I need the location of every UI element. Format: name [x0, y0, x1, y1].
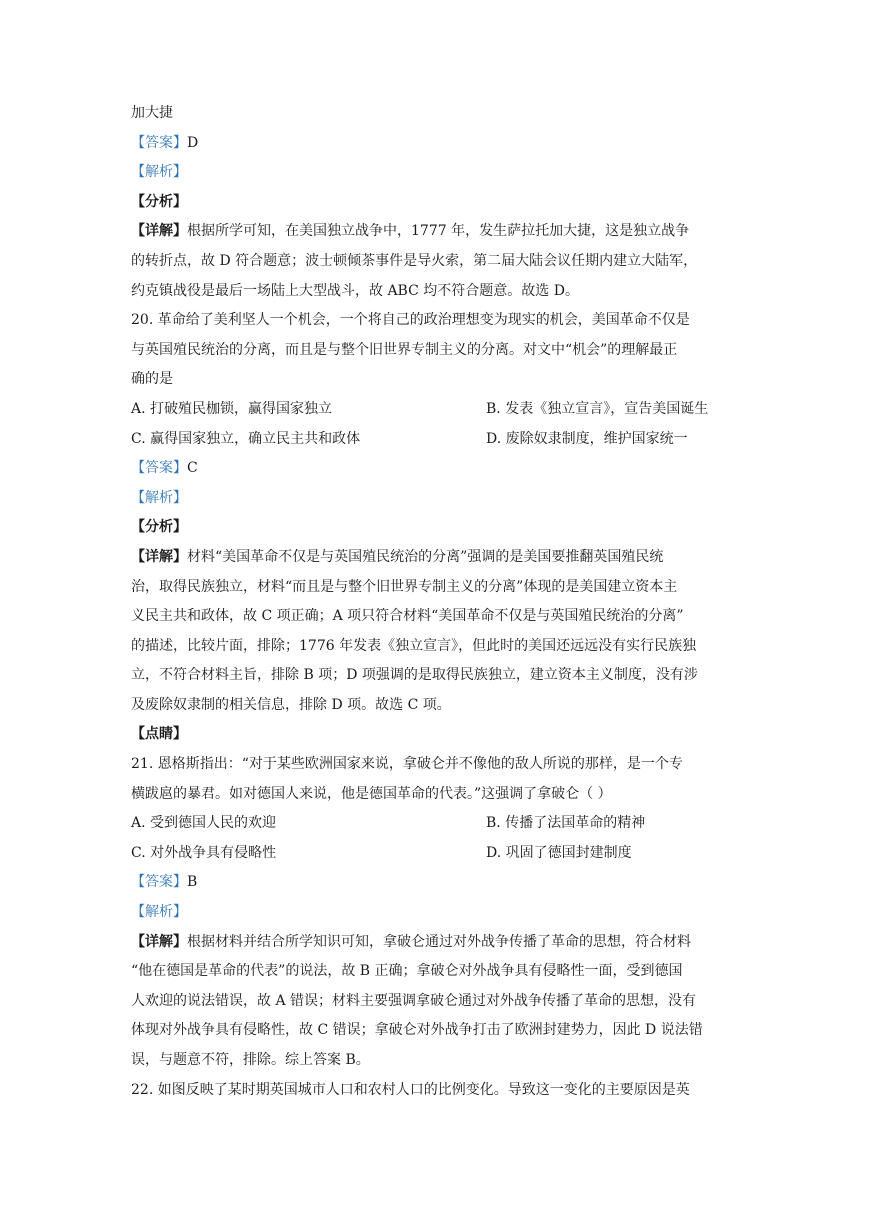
page-content [131, 99, 743, 1105]
q21-option-b: B. 传播了法国革命的精神 [486, 815, 646, 832]
q20-stem-line: 确的是 [131, 371, 173, 388]
q20-detail-line: 治，取得民族独立，材料“而且是与整个旧世界专制主义的分离”体现的是美国建立资本主 [131, 578, 678, 595]
q20-stem-line: 20. 革命给了美利坚人一个机会，一个将自己的政治理想变为现实的机会，美国革命不仅是 [131, 312, 690, 329]
answer-value: B [187, 874, 198, 891]
detail-text: 根据材料并结合所学知识可知，拿破仑通过对外战争传播了革命的思想，符合材料 [187, 933, 691, 950]
answer-value: C [187, 460, 198, 477]
detail-text: 材料“美国革命不仅是与英国殖民统治的分离”强调的是美国要推翻英国殖民统 [187, 548, 664, 565]
q20-option-d: D. 废除奴隶制度，维护国家统一 [486, 430, 688, 447]
q21-detail-line: 体现对外战争具有侵略性，故 C 错误；拿破仑对外战争打击了欧洲封建势力，因此 D 说法错 [131, 1022, 703, 1039]
q21-detail-line: 误，与题意不符，排除。综上答案 B。 [131, 1052, 370, 1068]
detail-tag: 【详解】 [131, 223, 187, 240]
q20-option-a: A. 打破殖民枷锁，赢得国家独立 [131, 400, 333, 417]
answer-tag: 【答案】 [131, 460, 187, 477]
continued-text: 加大捷 [131, 105, 173, 121]
q20-detail-line [131, 543, 743, 573]
q20-option-b: B. 发表《独立宣言》，宣告美国诞生 [486, 400, 709, 417]
q21-option-c: C. 对外战争具有侵略性 [131, 844, 277, 861]
q20-option-c: C. 赢得国家独立，确立民主共和政体 [131, 430, 361, 447]
q20-fenxi-tag: 【分析】 [131, 519, 187, 536]
q21-options-row [131, 839, 743, 869]
q21-answer [131, 868, 743, 898]
q20-answer [131, 454, 743, 484]
q21-detail-line: 人欢迎的说法错误，故 A 错误；材料主要强调拿破仑通过对外战争传播了革命的思想，没有 [131, 992, 697, 1009]
answer-value: D [187, 134, 199, 151]
q20-stem-line: 与英国殖民统治的分离，而且是与整个旧世界专制主义的分离。对文中“机会”的理解最正 [131, 341, 678, 358]
q21-option-a: A. 受到德国人民的欢迎 [131, 815, 277, 832]
q20-options-row [131, 425, 743, 455]
q19-detail-line: 约克镇战役是最后一场陆上大型战斗，故 ABC 均不符合题意。故选 D。 [131, 282, 579, 299]
q20-detail-line: 义民主共和政体，故 C 项正确；A 项只符合材料“美国革命不仅是与英国殖民统治的分离” [131, 608, 684, 625]
answer-tag: 【答案】 [131, 134, 187, 151]
q19-answer [131, 129, 743, 159]
q19-analysis-tag: 【解析】 [131, 164, 187, 181]
q21-option-d: D. 巩固了德国封建制度 [486, 844, 632, 861]
q20-detail-line: 立，不符合材料主旨，排除 B 项；D 项强调的是取得民族独立，建立资本主义制度，没有涉 [131, 667, 698, 684]
q21-analysis-tag: 【解析】 [131, 904, 187, 921]
q22-stem-line: 22. 如图反映了某时期英国城市人口和农村人口的比例变化。导致这一变化的主要原因是英 [131, 1081, 690, 1098]
q19-fenxi-tag: 【分析】 [131, 193, 187, 210]
q21-stem-line: 横跋扈的暴君。如对德国人来说，他是德国革命的代表。”这强调了拿破仑（ ） [131, 785, 612, 802]
q20-detail-line: 及废除奴隶制的相关信息，排除 D 项。故选 C 项。 [131, 696, 451, 713]
detail-text: 根据所学可知，在美国独立战争中，1777 年，发生萨拉托加大捷，这是独立战争 [187, 223, 690, 240]
q19-detail-line [131, 217, 743, 247]
q20-options-row [131, 395, 743, 425]
q21-stem-line: 21. 恩格斯指出：“对于某些欧洲国家来说，拿破仑并不像他的敌人所说的那样，是一个专 [131, 756, 683, 773]
q21-options-row [131, 809, 743, 839]
detail-tag: 【详解】 [131, 933, 187, 950]
q20-analysis-tag: 【解析】 [131, 489, 187, 506]
q20-detail-line: 的描述，比较片面，排除；1776 年发表《独立宣言》，但此时的美国还远远没有实行民族独 [131, 637, 697, 654]
q21-detail-line: “他在德国是革命的代表”的说法，故 B 正确；拿破仑对外战争具有侵略性一面，受到德国 [131, 963, 683, 980]
detail-tag: 【详解】 [131, 548, 187, 565]
q19-detail-line: 的转折点，故 D 符合题意；波士顿倾茶事件是导火索，第二届大陆会议任期内建立大陆军， [131, 252, 698, 269]
q21-detail-line [131, 928, 743, 958]
q20-dianjing-tag: 【点睛】 [131, 726, 187, 743]
answer-tag: 【答案】 [131, 874, 187, 891]
